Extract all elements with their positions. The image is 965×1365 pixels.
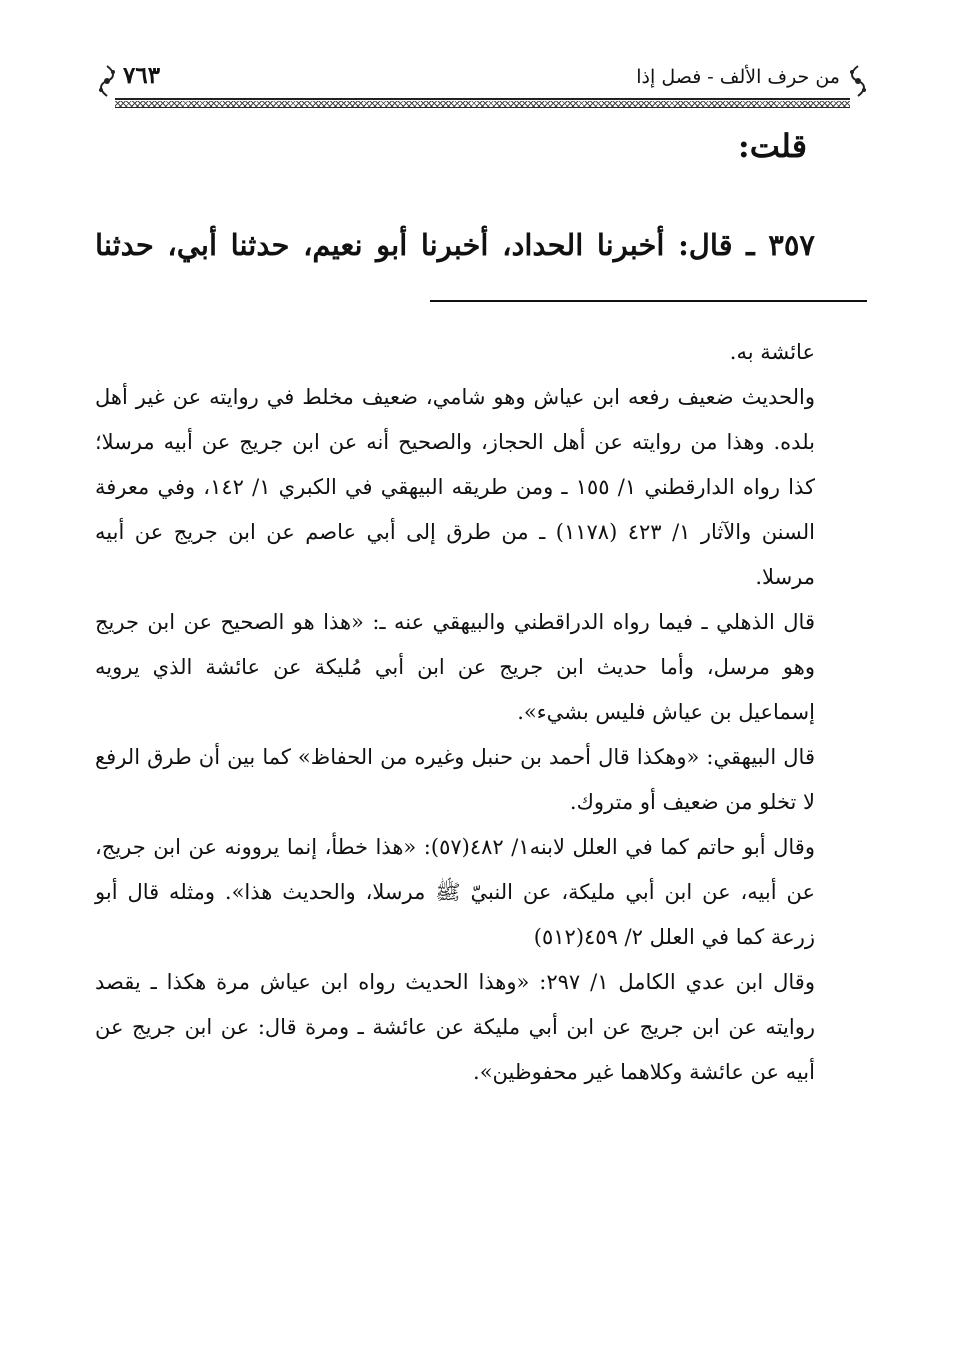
footnotes: [95, 330, 815, 1095]
ornament-icon: [95, 64, 119, 98]
running-title: من حرف الألف - فصل إذا: [636, 66, 840, 88]
footnote-paragraph: وقال أبو حاتم كما في العلل لابنه١/ ٤٨٢(٥٧): «هذا خطأ، إنما يروونه عن ابن جريج، عن أبيه، عن ابن أبي مليكة، عن النبيّ ﷺ مرسلا، والحديث هذا». ومثله قال أبو زرعة كما في العلل ٢/ ٤٥٩(٥١٢): [95, 835, 816, 949]
footnote-paragraph: والحديث ضعيف رفعه ابن عياش وهو شامي، ضعيف مخلط في روايته عن غير أهل بلده. وهذا من روايته عن أهل الحجاز، والصحيح أنه عن ابن جريج عن أبيه مرسلا؛ كذا رواه الدارقطني ١/ ١٥٥ ـ ومن طريقه البيهقي في الكبري ١/ ١٤٢، وفي معرفة السنن والآثار ١/ ٤٢٣ (١١٧٨) ـ من طرق إلى أبي عاصم عن ابن جريج عن أبيه مرسلا.: [95, 385, 815, 589]
footnote-paragraph: قال الذهلي ـ فيما رواه الدراقطني والبيهقي عنه ـ: «هذا هو الصحيح عن ابن جريج وهو مرسل، وأما حديث ابن جريج عن ابن أبي مُليكة عن عائشة الذي يرويه إسماعيل بن عياش فليس بشيء».: [95, 610, 815, 724]
footnote-paragraph: عائشة به.: [729, 340, 815, 364]
footnote-paragraph: قال البيهقي: «وهكذا قال أحمد بن حنبل وغيره من الحفاظ» كما بين أن طرق الرفع لا تخلو من ضعيف أو متروك.: [95, 745, 815, 814]
header-ornament-band: [115, 101, 850, 108]
hadith-text: ٣٥٧ ـ قال: أخبرنا الحداد، أخبرنا أبو نعيم، حدثنا أبي، حدثنا: [95, 228, 815, 262]
page-header: [95, 60, 870, 108]
footnote-separator: [430, 300, 867, 302]
ornament-icon: [846, 64, 870, 98]
footnote-paragraph: وقال ابن عدي الكامل ١/ ٢٩٧: «وهذا الحديث رواه ابن عياش مرة هكذا ـ يقصد روايته عن ابن جريج عن ابن أبي مليكة عن عائشة ـ ومرة قال: عن ابن جريج عن أبيه عن عائشة وكلاهما غير محفوظين».: [95, 970, 815, 1084]
header-rule: [115, 98, 850, 100]
section-heading: قلت:: [737, 127, 807, 165]
page-number: ٧٦٣: [123, 62, 161, 89]
